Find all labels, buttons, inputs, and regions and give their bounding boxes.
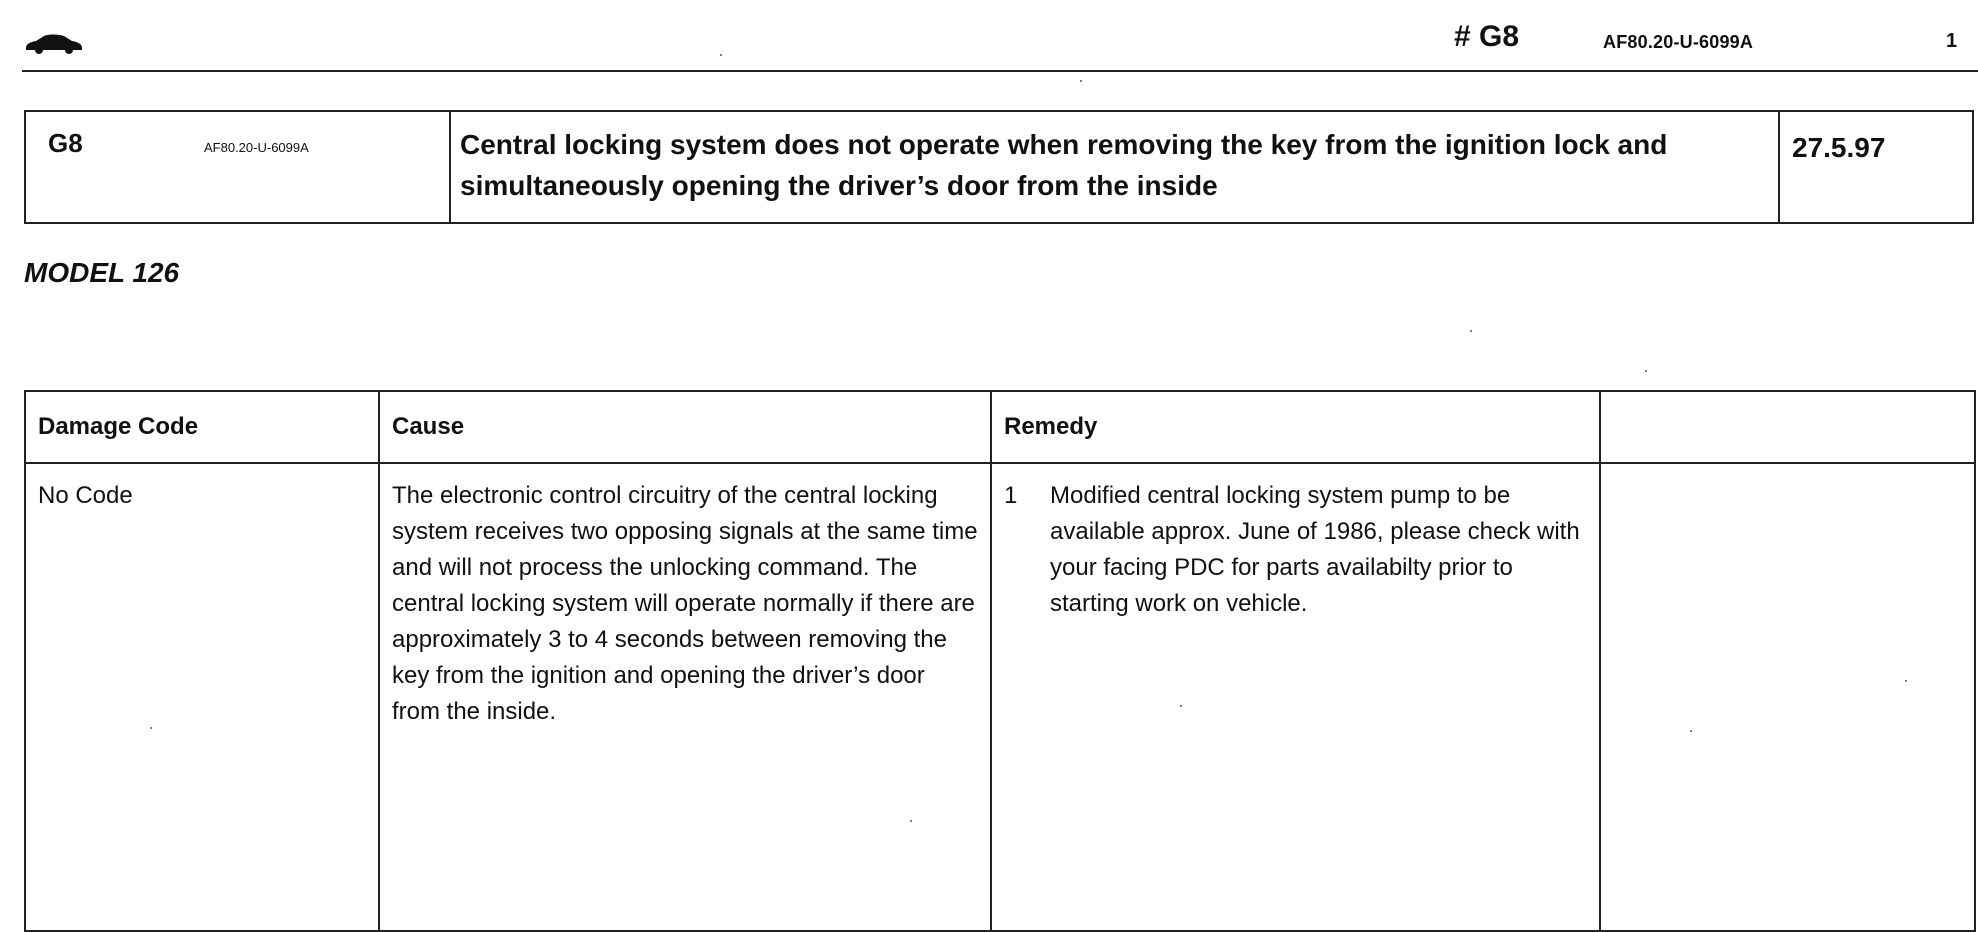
header-cause: Cause xyxy=(379,391,991,463)
title-box xyxy=(24,110,1974,224)
header-remedy: Remedy xyxy=(991,391,1600,463)
diagnosis-table xyxy=(24,390,1976,932)
document-code: # G8 xyxy=(1454,20,1520,53)
page-number: 1 xyxy=(1946,30,1958,52)
table-row xyxy=(25,463,1975,931)
cell-damage-code: No Code xyxy=(25,463,379,931)
scan-speck xyxy=(720,54,722,56)
header-blank xyxy=(1600,391,1975,463)
header-damage-code: Damage Code xyxy=(25,391,379,463)
scan-speck xyxy=(1080,80,1082,82)
table-header-row xyxy=(25,391,1975,463)
title-code: G8 xyxy=(48,128,83,158)
title-divider xyxy=(1778,112,1780,222)
remedy-number: 1 xyxy=(1004,482,1018,509)
title-divider xyxy=(449,112,451,222)
header-rule xyxy=(22,70,1978,72)
scan-speck xyxy=(1470,330,1472,332)
issue-date: 27.5.97 xyxy=(1792,132,1886,163)
scan-speck xyxy=(910,820,912,822)
remedy-item xyxy=(1004,478,1587,622)
car-icon xyxy=(24,26,84,56)
cell-extra xyxy=(1600,463,1975,931)
remedy-text: Modified central locking system pump to be available approx. June of 1986, please check with your facing PDC for parts availabilty prior to starting work on vehicle. xyxy=(1050,482,1580,617)
scan-speck xyxy=(150,727,152,729)
scan-speck xyxy=(1645,370,1647,372)
model-label: MODEL 126 xyxy=(24,257,180,288)
scan-speck xyxy=(1905,680,1907,682)
cell-remedy xyxy=(991,463,1600,931)
document-reference: AF80.20-U-6099A xyxy=(1603,32,1754,52)
scan-speck xyxy=(1690,730,1692,732)
cell-cause: The electronic control circuitry of the central locking system receives two opposing signals at the same time and will not process the unlocking command. The central locking system will operate normally if there are approximately 3 to 4 seconds between removing the key from the ignition and opening the driver’s door from the inside. xyxy=(379,463,991,931)
page-title: Central locking system does not operate when removing the key from the ignition lock and simultaneously opening the driver’s door from the inside xyxy=(460,129,1668,201)
scan-speck xyxy=(1180,705,1182,707)
title-reference: AF80.20-U-6099A xyxy=(204,140,309,155)
